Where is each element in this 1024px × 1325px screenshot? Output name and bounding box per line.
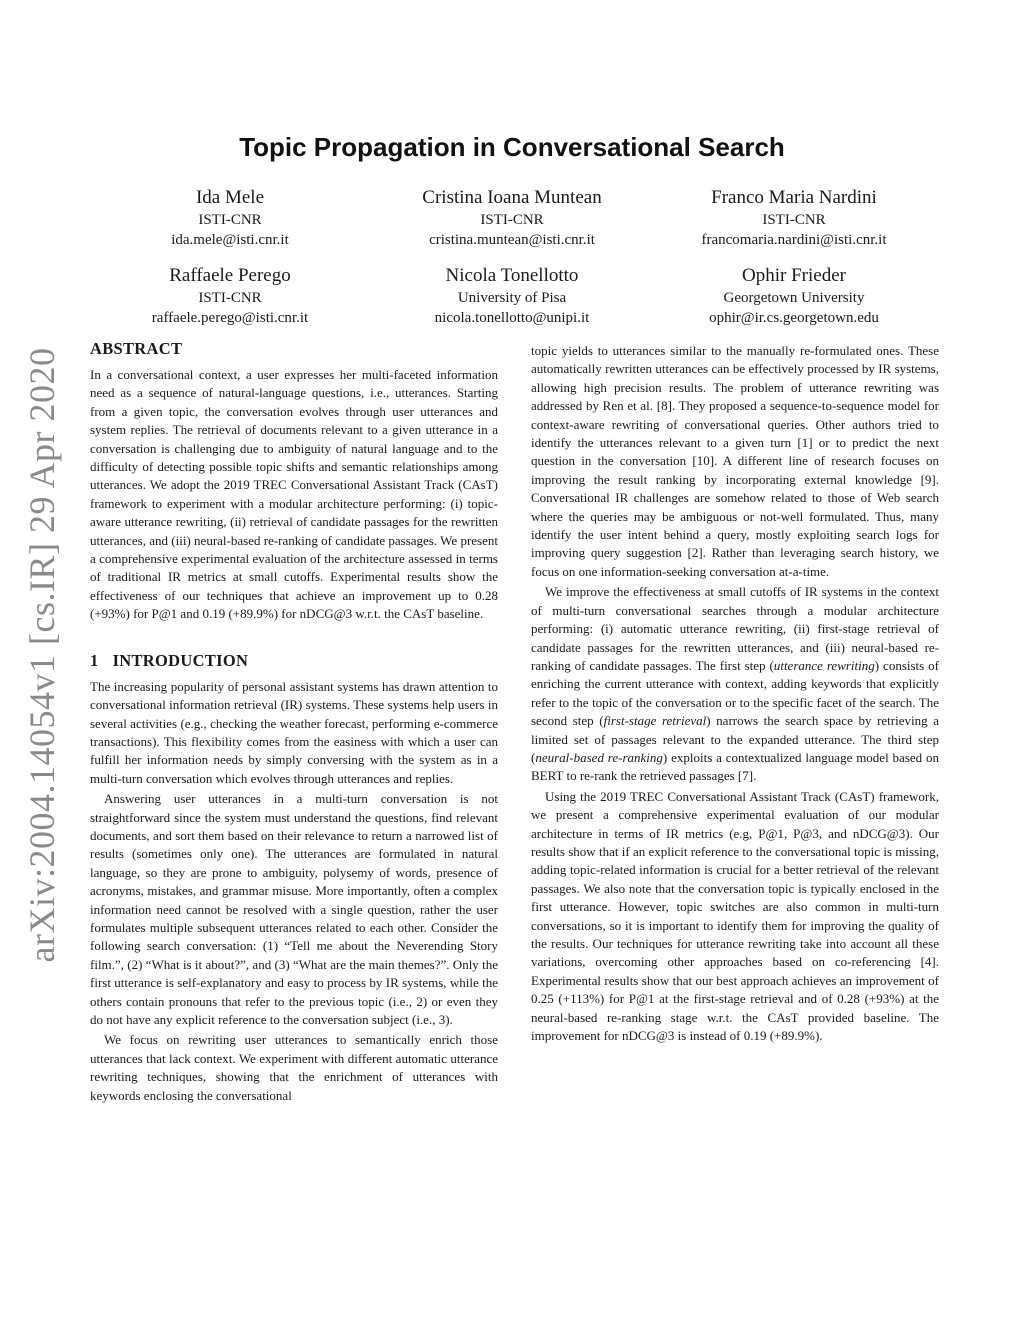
intro-paragraph: The increasing popularity of personal assistant systems has drawn attention to conversational information retrieval (IR) systems. These systems help users in several activities (e.g., checking the weather forecast, performing e-commerce transactions). This flexibility comes from the easiness with which a user can fulfill her information needs by simply conversing with the system as in a multi-turn conversation which evolves through utterances and replies. [90,678,498,786]
emphasis: utterance rewriting [773,657,875,673]
intro-paragraph: topic yields to utterances similar to the manually re-formulated ones. These automatically rewritten utterances can be effectively processed by IR systems, allowing high precision results. The problem of utterance rewriting was addressed by Ren et al. [8]. They proposed a sequence-to-sequence model for context-aware rewriting of conversational queries. Other authors tried to identify the utterances relevant to a given turn [1] or to predict the next question in the conversation [10]. A different line of research focuses on improving the result ranking by incorporating external knowledge [9]. Conversational IR challenges are somehow related to those of Web search where the queries may be ambiguous or not-well formulated. Thus, many identify the user intent behind a query, mostly exploiting search logs for improving query suggestion [2]. Rather than leveraging search history, we focus on one information-seeking conversation at-a-time. [531,343,939,579]
author [382,186,642,250]
intro-paragraph: Using the 2019 TREC Conversational Assistant Track (CAsT) framework, we present a comprehensive experimental evaluation of our modular architecture in terms of IR metrics (e.g, P@1, P@3, and nDCG@3). Our results show that if an explicit reference to the conversational topic is missing, adding topic-related information is crucial for a better retrieval of the relevant passages. We also note that the conversation topic is typically enclosed in the first utterance. However, topic switches are also common in multi-turn conversations, so it is important to identify them for improving the quality of the results. Our techniques for utterance rewriting take into account all these variations, overcoming other approaches based on co-referencing [4]. Experimental results show that our best approach achieves an improvement of 0.25 (+113%) for P@1 at the first-stage retrieval and of 0.28 (+93%) at the neural-based re-ranking stage w.r.t. the CAsT provided baseline. The improvement for nDCG@3 is instead of 0.19 (+89.9%). [531,788,939,1044]
author-row [100,264,924,328]
abstract-heading: ABSTRACT [90,339,183,358]
arxiv-identifier: arXiv:2004.14054v1 [cs.IR] 29 Apr 2020 [22,347,62,963]
author-affiliation: ISTI-CNR [762,212,826,228]
abstract-text: In a conversational context, a user expresses her multi-faceted information need as a sequence of natural-language questions, i.e., utterances. Starting from a given topic, the conversation evolves through user utterances and system replies. The retrieval of documents relevant to a given utterance in a conversation is challenging due to ambiguity of natural language and to the difficulty of detecting possible topic shifts and semantic relationships among utterances. We adopt the 2019 TREC Conversational Assistant Track (CAsT) framework to experiment with a modular architecture performing: (i) topic-aware utterance rewriting, (ii) retrieval of candidate passages for the rewritten utterances, and (iii) neural-based re-ranking of candidate passages. We present a comprehensive experimental evaluation of the architecture assessed in terms of traditional IR metrics at small cutoffs. Experimental results show the effectiveness of our techniques that achieve an improvement up to 0.28 (+93%) for P@1 and 0.19 (+89.9%) for nDCG@3 w.r.t. the CAsT baseline. [90,367,498,622]
author-affiliation: University of Pisa [457,290,567,306]
author-block [100,186,924,342]
text-run: We improve the effectiveness at small cutoffs of IR systems in the context of multi-turn conversational searches through a modular architecture performing: (i) automatic utterance rewriting, (ii) first-stage retrieval of candidate passages for the rewritten utterances, and (iii) neural-based re-ranking of candidate passages. The first step ( [531,584,939,673]
left-column [90,338,498,1105]
section-number: 1 [90,650,99,670]
author-name: Ophir Frieder [742,265,846,286]
author-name: Nicola Tonellotto [445,265,579,286]
emphasis: neural-based re-ranking [535,749,663,765]
introduction-heading [90,650,498,672]
author [100,186,360,250]
author-email: francomaria.nardini@isti.cnr.it [701,232,887,248]
author-email: ophir@ir.cs.georgetown.edu [709,310,879,326]
emphasis: first-stage retrieval [603,713,707,729]
author [664,264,924,328]
author-email: ida.mele@isti.cnr.it [171,232,289,248]
author-row [100,186,924,250]
text-run: ) narrows the search space by retrieving a limited set of passages relevant to the expanded utterance. The third step ( [531,713,939,765]
text-run: ) exploits a contextualized language model based on BERT to re-rank the retrieved passages [7]. [531,749,939,784]
intro-paragraph: Answering user utterances in a multi-turn conversation is not straightforward since the system must understand the questions, find relevant documents, and sort them based on their relevance to return a narrowed list of results (sometimes only one). The utterances are formulated in natural language, so they are prone to ambiguity, polysemy of words, presence of acronyms, mistakes, and grammar misuse. More importantly, often a complex information need cannot be resolved with a single question, rather the user formulates multiple subsequent utterances related to each other. Consider the following search conversation: (1) “Tell me about the Neverending Story film.”, (2) “What is it about?”, and (3) “What are the main themes?”. Only the first utterance is self-explanatory and easy to process by IR systems, while the others contain pronouns that refer to the previous topic (i.e., 2) or even they do not have any explicit reference to the conversation subject (i.e., 3). [90,791,498,1027]
author-name: Raffaele Perego [169,265,291,286]
author-name: Ida Mele [195,187,265,208]
author-email: nicola.tonellotto@unipi.it [434,310,590,326]
text-run: ) consists of enriching the current utterance with context, adding keywords that explicitly refer to the topic of the conversation or to the specific facet of the search. The second step ( [531,657,939,729]
author-affiliation: ISTI-CNR [198,212,262,228]
author [382,264,642,328]
author-name: Franco Maria Nardini [711,187,877,208]
author-name: Cristina Ioana Muntean [422,187,602,208]
section-title: INTRODUCTION [112,650,249,670]
author-affiliation: ISTI-CNR [480,212,544,228]
intro-paragraph: We focus on rewriting user utterances to semantically enrich those utterances that lack context. We experiment with different automatic utterance rewriting techniques, showing that the enrichment of utterances with keywords enclosing the conversational [90,1032,498,1103]
author-affiliation: Georgetown University [723,290,865,306]
intro-paragraph [531,583,939,785]
author-email: cristina.muntean@isti.cnr.it [429,232,595,248]
author [100,264,360,328]
paper-title: Topic Propagation in Conversational Search [239,132,785,162]
author-email: raffaele.perego@isti.cnr.it [151,310,309,326]
author-affiliation: ISTI-CNR [198,290,262,306]
author [664,186,924,250]
right-column [531,342,939,1045]
